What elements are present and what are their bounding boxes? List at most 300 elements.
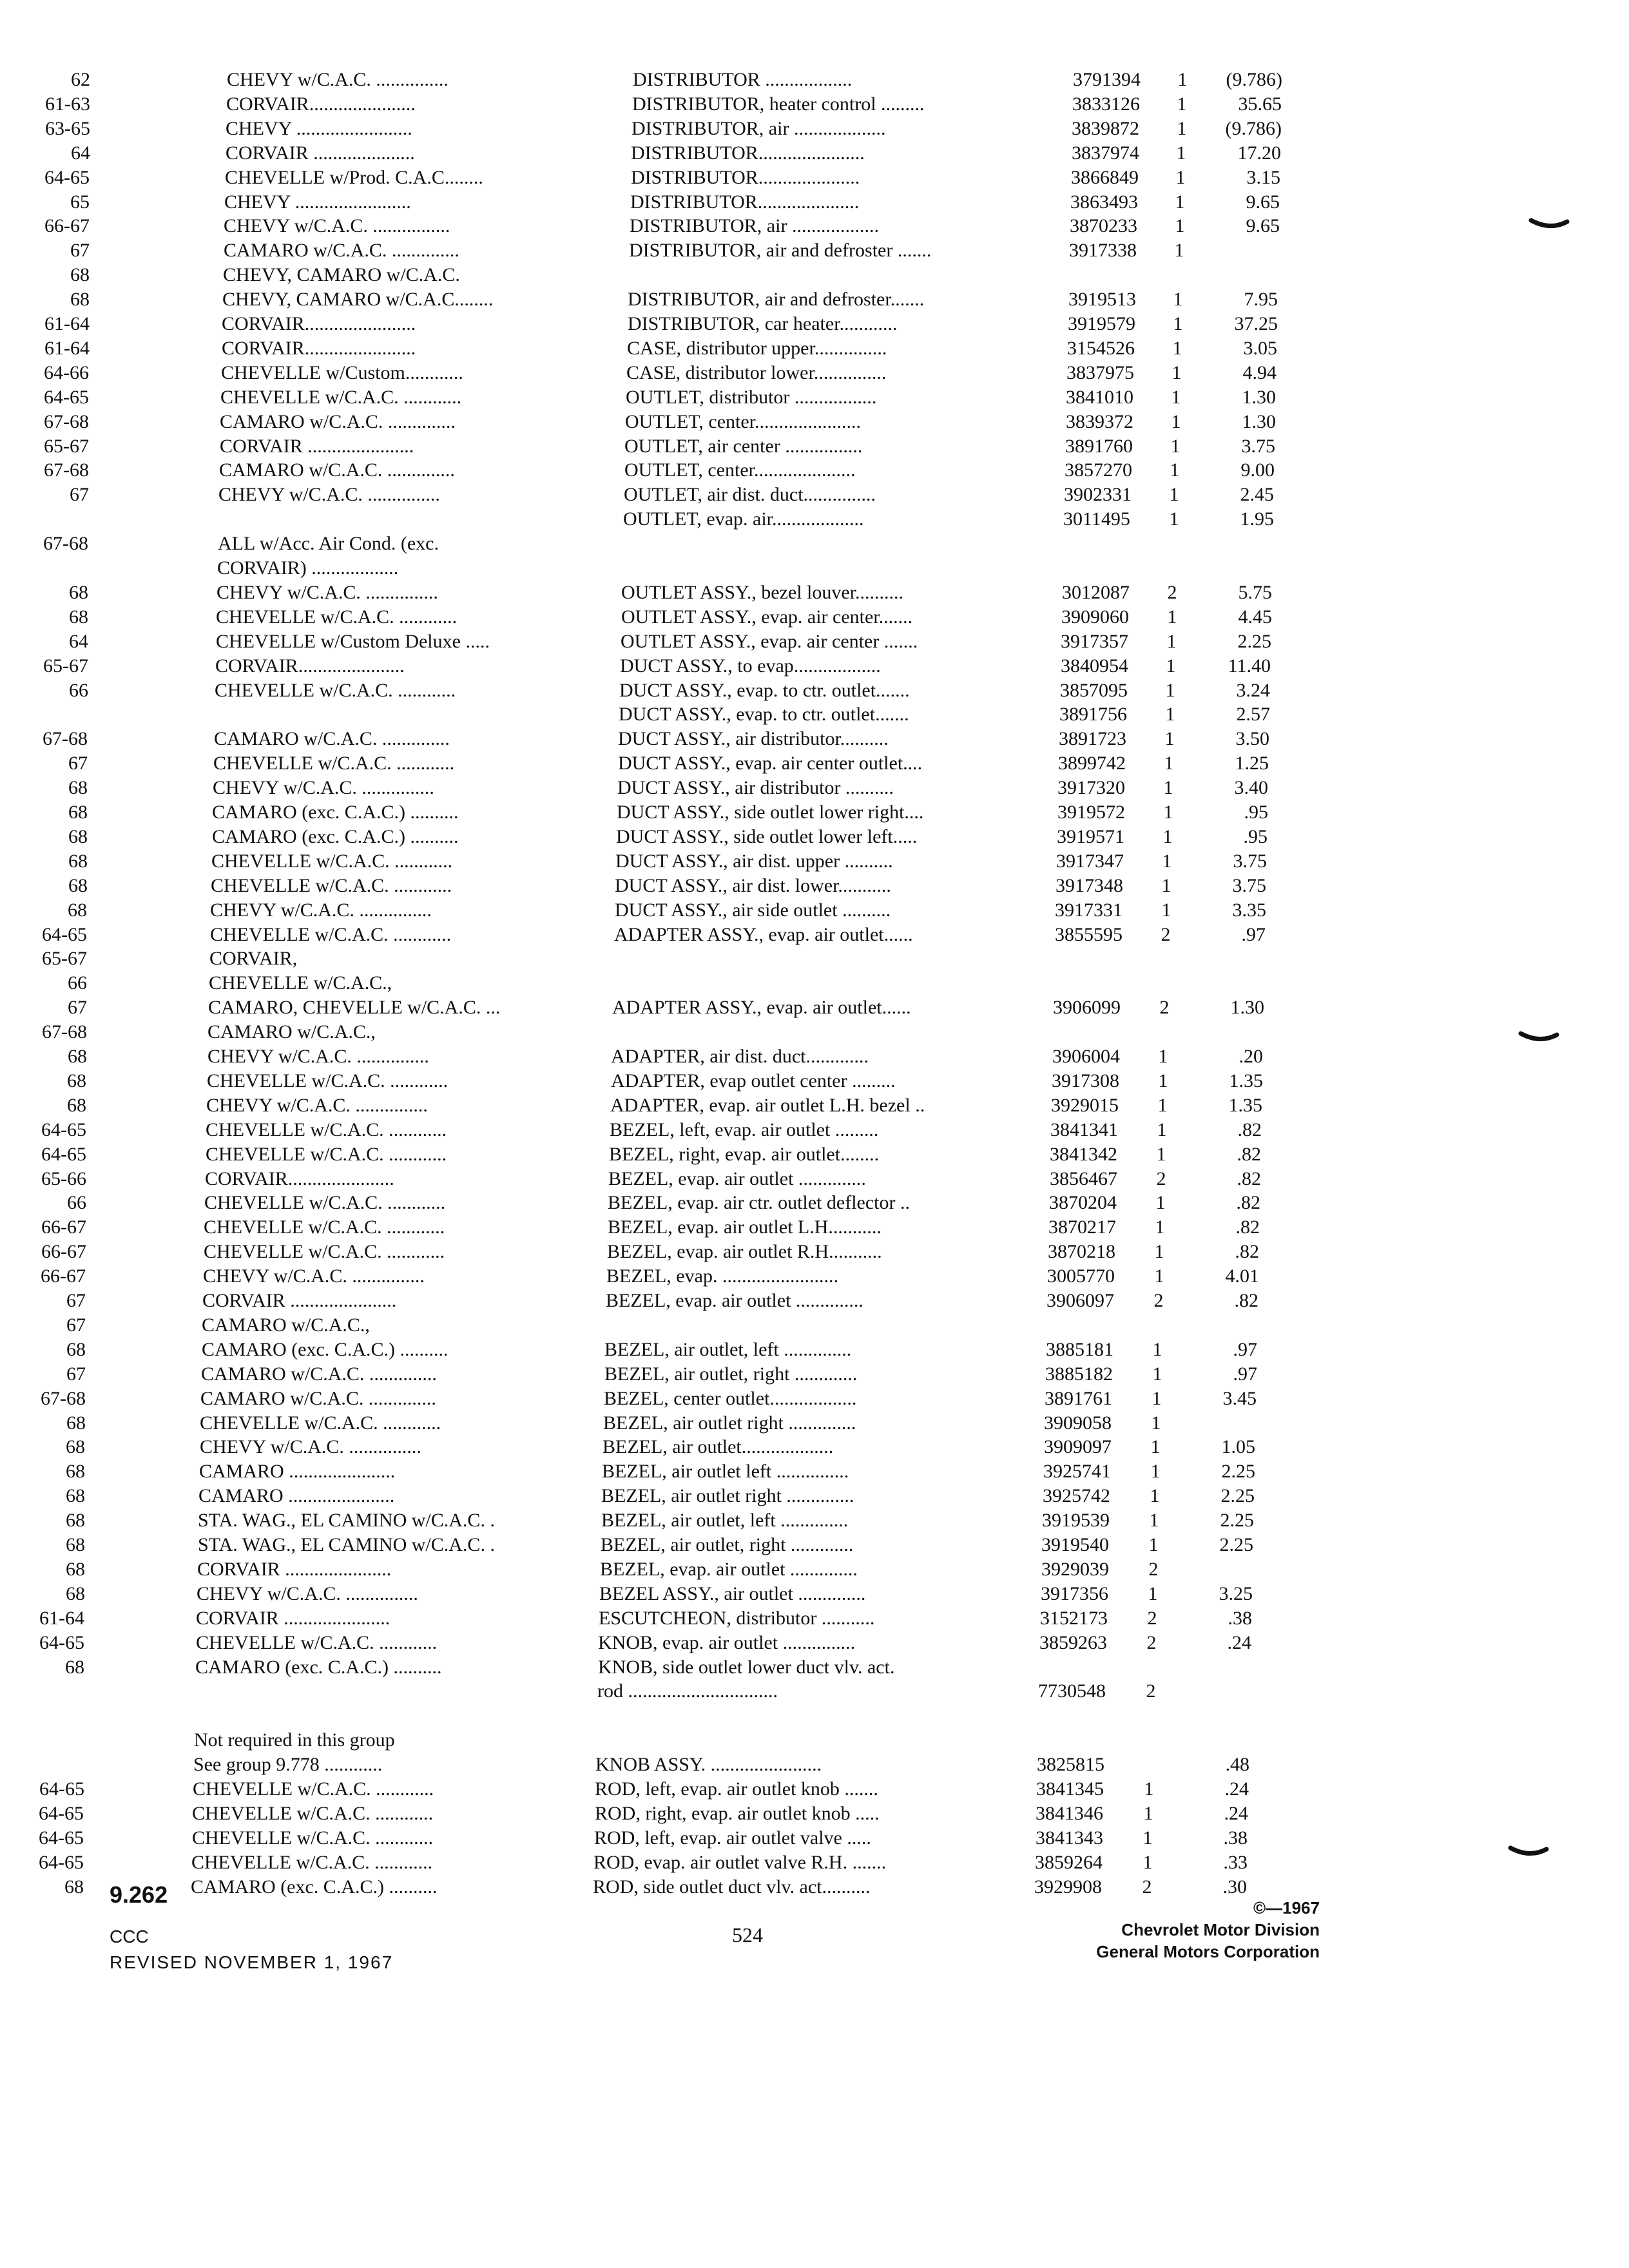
model-years: 61-64 bbox=[44, 338, 90, 359]
price: 2.25 bbox=[1220, 1485, 1255, 1506]
part-row bbox=[0, 1410, 1629, 1436]
quantity: 1 bbox=[1174, 240, 1184, 261]
model-years: 68 bbox=[66, 1412, 86, 1434]
part-number: 3917347 bbox=[1056, 850, 1124, 872]
part-number: 3885181 bbox=[1046, 1339, 1113, 1360]
price: .82 bbox=[1234, 1290, 1258, 1311]
model-years: 68 bbox=[67, 1070, 86, 1091]
part-row bbox=[0, 1752, 1629, 1778]
quantity: 2 bbox=[1167, 582, 1177, 603]
part-number: 3929039 bbox=[1041, 1559, 1109, 1580]
application: CHEVY w/C.A.C. ............... bbox=[203, 1265, 425, 1287]
model-years: 64-65 bbox=[44, 387, 89, 408]
application: CHEVY w/C.A.C. ............... bbox=[217, 582, 438, 603]
part-description: OUTLET ASSY., bezel louver.......... bbox=[621, 582, 904, 603]
price: 2.57 bbox=[1236, 704, 1270, 725]
price: .33 bbox=[1223, 1852, 1248, 1873]
part-description: BEZEL, left, evap. air outlet ......... bbox=[610, 1119, 879, 1140]
price: .48 bbox=[1225, 1754, 1249, 1775]
part-row bbox=[0, 898, 1629, 923]
quantity: 2 bbox=[1161, 924, 1171, 945]
part-row bbox=[0, 1655, 1629, 1680]
part-description: BEZEL ASSY., air outlet .............. bbox=[599, 1583, 866, 1604]
quantity: 1 bbox=[1170, 459, 1180, 481]
model-years: 67-68 bbox=[44, 411, 89, 432]
price: .38 bbox=[1223, 1827, 1248, 1849]
part-number: 3909058 bbox=[1044, 1412, 1112, 1434]
quantity: 1 bbox=[1171, 411, 1181, 432]
application: CORVAIR ..................... bbox=[226, 142, 415, 164]
model-years: 65 bbox=[70, 191, 90, 213]
part-number: 3012087 bbox=[1062, 582, 1130, 603]
part-row bbox=[0, 653, 1629, 679]
application: CHEVELLE w/C.A.C., bbox=[209, 972, 392, 994]
part-row bbox=[0, 1508, 1629, 1533]
application: CORVAIR....................... bbox=[222, 338, 416, 359]
model-years: 67 bbox=[66, 1314, 86, 1336]
quantity: 1 bbox=[1154, 1241, 1164, 1262]
part-row bbox=[0, 238, 1629, 264]
price: .97 bbox=[1241, 924, 1266, 945]
model-years: 65-67 bbox=[44, 436, 89, 457]
quantity: 1 bbox=[1164, 753, 1174, 774]
quantity: 1 bbox=[1176, 142, 1186, 164]
price: .24 bbox=[1224, 1778, 1249, 1800]
application: CORVAIR) .................. bbox=[217, 557, 399, 579]
application: CHEVY w/C.A.C. ............... bbox=[218, 484, 440, 505]
price: 7.95 bbox=[1244, 289, 1278, 310]
part-row bbox=[0, 1361, 1629, 1387]
model-years: 68 bbox=[70, 289, 90, 310]
part-row bbox=[0, 506, 1629, 532]
price: 2.25 bbox=[1220, 1510, 1254, 1531]
part-description: DUCT ASSY., evap. to ctr. outlet....... bbox=[619, 704, 909, 725]
application: CAMARO w/C.A.C., bbox=[202, 1314, 370, 1336]
quantity: 1 bbox=[1148, 1583, 1158, 1604]
application: CORVAIR ...................... bbox=[202, 1290, 397, 1311]
price: .95 bbox=[1243, 826, 1268, 847]
quantity: 1 bbox=[1144, 1778, 1154, 1800]
part-row bbox=[0, 1557, 1629, 1582]
price: 5.75 bbox=[1238, 582, 1272, 603]
quantity: 1 bbox=[1161, 875, 1171, 896]
part-number: 3919571 bbox=[1057, 826, 1124, 847]
part-number: 3919513 bbox=[1068, 289, 1136, 310]
application: CAMARO ...................... bbox=[199, 1461, 396, 1482]
part-number: 7730548 bbox=[1038, 1680, 1106, 1702]
quantity: 1 bbox=[1172, 338, 1182, 359]
application: CHEVY, CAMARO w/C.A.C........ bbox=[222, 289, 494, 310]
part-number: 3855595 bbox=[1055, 924, 1123, 945]
part-number: 3841343 bbox=[1036, 1827, 1103, 1849]
part-number: 3917348 bbox=[1055, 875, 1123, 896]
part-row bbox=[0, 1825, 1629, 1851]
quantity: 2 bbox=[1142, 1876, 1152, 1898]
application: CORVAIR....................... bbox=[222, 313, 416, 334]
model-years: 64-65 bbox=[39, 1632, 84, 1653]
model-years: 68 bbox=[68, 1046, 87, 1067]
quantity: 1 bbox=[1162, 826, 1173, 847]
application: CHEVELLE w/C.A.C. ............ bbox=[211, 875, 452, 896]
part-number: 3005770 bbox=[1047, 1265, 1115, 1287]
quantity: 1 bbox=[1152, 1388, 1162, 1409]
price: 1.30 bbox=[1230, 997, 1264, 1018]
application: See group 9.778 ............ bbox=[193, 1754, 383, 1775]
quantity: 2 bbox=[1153, 1290, 1164, 1311]
part-description: ADAPTER ASSY., evap. air outlet...... bbox=[614, 924, 913, 945]
part-description: DISTRIBUTOR...................... bbox=[631, 142, 865, 164]
price: 3.40 bbox=[1234, 777, 1268, 798]
price: 1.35 bbox=[1229, 1070, 1263, 1091]
part-description: BEZEL, air outlet left ............... bbox=[602, 1461, 849, 1482]
part-number: 3870218 bbox=[1048, 1241, 1115, 1262]
application: CHEVELLE w/C.A.C. ............ bbox=[206, 1119, 447, 1140]
part-description: DUCT ASSY., side outlet lower left..... bbox=[616, 826, 918, 847]
application: CHEVY w/C.A.C. ............... bbox=[207, 1046, 429, 1067]
part-number: 3919572 bbox=[1057, 802, 1125, 823]
model-years: 67-68 bbox=[43, 533, 88, 554]
part-description: DUCT ASSY., air side outlet .......... bbox=[615, 899, 891, 921]
model-years: 68 bbox=[66, 1510, 85, 1531]
part-number: 3837975 bbox=[1066, 362, 1134, 383]
model-years: 68 bbox=[70, 264, 90, 285]
price: 9.65 bbox=[1246, 215, 1280, 236]
model-years: 64-65 bbox=[39, 1803, 84, 1824]
part-row bbox=[0, 1776, 1629, 1802]
part-number: 3925741 bbox=[1043, 1461, 1111, 1482]
part-row bbox=[0, 311, 1629, 337]
part-description: BEZEL, center outlet.................. bbox=[604, 1388, 857, 1409]
model-years: 67 bbox=[66, 1290, 86, 1311]
part-description: DISTRIBUTOR..................... bbox=[631, 167, 860, 188]
model-years: 67-68 bbox=[41, 1388, 86, 1409]
publisher-corporation: General Motors Corporation bbox=[1096, 1942, 1320, 1961]
part-row bbox=[0, 873, 1629, 899]
part-description: OUTLET, center..................... bbox=[624, 459, 856, 481]
quantity: 2 bbox=[1147, 1608, 1157, 1629]
price: .82 bbox=[1236, 1192, 1260, 1213]
model-years: 65-67 bbox=[42, 948, 87, 969]
model-years: 67 bbox=[68, 753, 88, 774]
quantity: 1 bbox=[1177, 69, 1188, 90]
part-number: 3825815 bbox=[1037, 1754, 1104, 1775]
part-row bbox=[0, 751, 1629, 776]
application: CHEVELLE w/Prod. C.A.C........ bbox=[225, 167, 483, 188]
application: STA. WAG., EL CAMINO w/C.A.C. . bbox=[198, 1534, 495, 1555]
price: .97 bbox=[1233, 1339, 1257, 1360]
price: .95 bbox=[1244, 802, 1268, 823]
part-row bbox=[0, 604, 1629, 630]
price: 3.15 bbox=[1246, 167, 1280, 188]
price: 3.50 bbox=[1235, 728, 1269, 749]
application: CAMARO w/C.A.C. .............. bbox=[219, 459, 455, 481]
part-row bbox=[0, 555, 1629, 581]
part-row bbox=[0, 140, 1629, 166]
price: 2.25 bbox=[1221, 1461, 1255, 1482]
quantity: 1 bbox=[1155, 1216, 1165, 1238]
part-description: DUCT ASSY., evap. to ctr. outlet....... bbox=[619, 680, 910, 701]
quantity: 1 bbox=[1151, 1412, 1161, 1434]
price: 4.94 bbox=[1242, 362, 1277, 383]
part-description: BEZEL, air outlet right .............. bbox=[603, 1412, 856, 1434]
model-years: 64 bbox=[71, 142, 90, 164]
margin-tick-mark bbox=[1528, 216, 1570, 231]
quantity: 1 bbox=[1156, 1144, 1166, 1165]
part-description: DISTRIBUTOR..................... bbox=[630, 191, 860, 213]
application: CAMARO w/C.A.C. .............. bbox=[220, 411, 456, 432]
part-number: 3870217 bbox=[1048, 1216, 1116, 1238]
application: ALL w/Acc. Air Cond. (exc. bbox=[218, 533, 439, 554]
application: CHEVELLE w/C.A.C. ............ bbox=[191, 1852, 433, 1873]
part-description: OUTLET, distributor ................. bbox=[626, 387, 877, 408]
quantity: 1 bbox=[1150, 1461, 1161, 1482]
application: CHEVY w/C.A.C. ............... bbox=[200, 1436, 421, 1457]
model-years: 64-65 bbox=[44, 167, 90, 188]
model-years: 68 bbox=[66, 1534, 85, 1555]
quantity: 1 bbox=[1171, 362, 1182, 383]
application: CORVAIR ...................... bbox=[196, 1608, 390, 1629]
part-description: DISTRIBUTOR, air and defroster....... bbox=[628, 289, 925, 310]
price: 37.25 bbox=[1234, 313, 1278, 334]
price: 35.65 bbox=[1238, 93, 1282, 115]
part-description: BEZEL, air outlet, left .............. bbox=[604, 1339, 852, 1360]
revision-date: REVISED NOVEMBER 1, 1967 bbox=[110, 1952, 394, 1972]
model-years: 65-67 bbox=[43, 655, 88, 677]
quantity: 1 bbox=[1177, 118, 1187, 139]
part-description: OUTLET, evap. air................... bbox=[623, 508, 864, 530]
application: CHEVELLE w/C.A.C. ............ bbox=[210, 924, 452, 945]
part-row bbox=[0, 91, 1629, 117]
part-row bbox=[0, 67, 1629, 93]
part-number: 3841010 bbox=[1066, 387, 1133, 408]
model-years: 68 bbox=[66, 1461, 85, 1482]
copyright: ©—1967 bbox=[1253, 1898, 1320, 1917]
part-description: BEZEL, evap. air ctr. outlet deflector .. bbox=[608, 1192, 910, 1213]
quantity: 1 bbox=[1173, 289, 1183, 310]
part-row bbox=[0, 262, 1629, 288]
part-description: DUCT ASSY., evap. air center outlet.... bbox=[618, 753, 923, 774]
application: CHEVELLE w/C.A.C. ............ bbox=[204, 1192, 446, 1213]
part-number: 3902331 bbox=[1064, 484, 1132, 505]
quantity: 1 bbox=[1175, 215, 1185, 236]
model-years: 68 bbox=[64, 1876, 84, 1898]
model-years: 64-65 bbox=[41, 1144, 86, 1165]
model-years: 63-65 bbox=[45, 118, 90, 139]
quantity: 1 bbox=[1150, 1436, 1161, 1457]
quantity: 1 bbox=[1166, 631, 1177, 652]
price: .82 bbox=[1237, 1119, 1262, 1140]
quantity: 2 bbox=[1159, 997, 1170, 1018]
application: CHEVY w/C.A.C. ............... bbox=[210, 899, 432, 921]
margin-tick-mark bbox=[1518, 1030, 1559, 1044]
model-years: 64-65 bbox=[42, 924, 87, 945]
model-years: 67 bbox=[68, 997, 87, 1018]
model-years: 61-63 bbox=[45, 93, 90, 115]
part-description: KNOB, side outlet lower duct vlv. act. bbox=[598, 1657, 895, 1678]
part-number: 3839372 bbox=[1066, 411, 1133, 432]
part-row bbox=[0, 116, 1629, 142]
part-row bbox=[0, 800, 1629, 825]
part-number: 3841346 bbox=[1036, 1803, 1103, 1824]
part-row bbox=[0, 946, 1629, 972]
part-number: 3837974 bbox=[1072, 142, 1139, 164]
quantity: 1 bbox=[1152, 1363, 1162, 1385]
application: CHEVELLE w/C.A.C. ............ bbox=[215, 680, 456, 701]
part-row bbox=[0, 1434, 1629, 1460]
part-description: KNOB, evap. air outlet ............... bbox=[598, 1632, 856, 1653]
part-description: DISTRIBUTOR .................. bbox=[633, 69, 853, 90]
price: 2.25 bbox=[1219, 1534, 1253, 1555]
part-number: 3885182 bbox=[1045, 1363, 1113, 1385]
part-description: DISTRIBUTOR, air and defroster ....... bbox=[629, 240, 932, 261]
quantity: 1 bbox=[1142, 1852, 1153, 1873]
part-description: DUCT ASSY., air dist. lower........... bbox=[615, 875, 891, 896]
part-description: BEZEL, air outlet, right ............. bbox=[601, 1534, 854, 1555]
price: 1.30 bbox=[1242, 387, 1276, 408]
quantity: 1 bbox=[1157, 1095, 1168, 1116]
part-number: 3857270 bbox=[1065, 459, 1132, 481]
part-row bbox=[0, 678, 1629, 704]
part-description: DISTRIBUTOR, car heater............ bbox=[628, 313, 898, 334]
quantity: 1 bbox=[1152, 1339, 1162, 1360]
application: CHEVELLE w/C.A.C. ............ bbox=[193, 1778, 434, 1800]
part-row bbox=[0, 1459, 1629, 1485]
part-description: KNOB ASSY. ....................... bbox=[595, 1754, 822, 1775]
application: CHEVELLE w/C.A.C. ............ bbox=[220, 387, 462, 408]
part-row bbox=[0, 775, 1629, 801]
part-row bbox=[0, 1068, 1629, 1094]
part-description: DISTRIBUTOR, air .................. bbox=[630, 215, 879, 236]
part-description: BEZEL, air outlet................... bbox=[602, 1436, 834, 1457]
price: 9.00 bbox=[1240, 459, 1275, 481]
part-row bbox=[0, 1727, 1629, 1753]
model-years: 64-65 bbox=[39, 1827, 84, 1849]
part-description: BEZEL, evap. air outlet L.H........... bbox=[608, 1216, 882, 1238]
part-row bbox=[0, 1093, 1629, 1119]
application: CHEVELLE w/C.A.C. ............ bbox=[213, 753, 455, 774]
part-description: ROD, side outlet duct vlv. act.......... bbox=[593, 1876, 871, 1898]
part-row bbox=[0, 922, 1629, 948]
model-years: 66 bbox=[69, 680, 88, 701]
part-number: 3917357 bbox=[1061, 631, 1128, 652]
part-row bbox=[0, 1166, 1629, 1192]
part-number: 3917320 bbox=[1057, 777, 1125, 798]
quantity: 1 bbox=[1164, 728, 1175, 749]
application: CAMARO w/C.A.C., bbox=[207, 1021, 376, 1043]
application: CORVAIR...................... bbox=[205, 1168, 394, 1189]
quantity: 1 bbox=[1177, 93, 1187, 115]
catalog-code: CCC bbox=[110, 1927, 149, 1946]
model-years: 66 bbox=[68, 972, 87, 994]
price: 3.75 bbox=[1232, 875, 1266, 896]
part-number: 3909060 bbox=[1061, 606, 1129, 628]
part-row bbox=[0, 1239, 1629, 1265]
price: 9.65 bbox=[1246, 191, 1280, 213]
application: CHEVELLE w/C.A.C. ............ bbox=[192, 1803, 434, 1824]
part-row bbox=[0, 213, 1629, 239]
application: CAMARO w/C.A.C. .............. bbox=[214, 728, 450, 749]
part-description: rod ............................... bbox=[597, 1680, 778, 1702]
part-number: 3841345 bbox=[1036, 1778, 1104, 1800]
application: CHEVELLE w/C.A.C. ............ bbox=[211, 850, 453, 872]
quantity: 1 bbox=[1143, 1803, 1153, 1824]
application: CHEVY w/C.A.C. ............... bbox=[213, 777, 434, 798]
model-years: 64 bbox=[69, 631, 88, 652]
application: CAMARO (exc. C.A.C.) .......... bbox=[212, 802, 459, 823]
part-number: 3791394 bbox=[1073, 69, 1141, 90]
application: CAMARO w/C.A.C. .............. bbox=[224, 240, 459, 261]
part-row bbox=[0, 1606, 1629, 1631]
part-row bbox=[0, 457, 1629, 483]
application: CORVAIR...................... bbox=[226, 93, 416, 115]
price: .24 bbox=[1227, 1632, 1251, 1653]
price: 3.25 bbox=[1219, 1583, 1253, 1604]
part-description: CASE, distributor lower............... bbox=[626, 362, 887, 383]
price: .38 bbox=[1228, 1608, 1252, 1629]
part-row bbox=[0, 1630, 1629, 1656]
application: CAMARO ...................... bbox=[198, 1485, 395, 1506]
part-number: 3154526 bbox=[1067, 338, 1135, 359]
part-number: 3891761 bbox=[1045, 1388, 1112, 1409]
part-row bbox=[0, 995, 1629, 1021]
price: 4.45 bbox=[1238, 606, 1272, 628]
part-row bbox=[0, 360, 1629, 386]
part-description: BEZEL, air outlet, left .............. bbox=[601, 1510, 849, 1531]
quantity: 1 bbox=[1165, 704, 1175, 725]
part-number: 3919579 bbox=[1068, 313, 1135, 334]
part-description: DISTRIBUTOR, heater control ......... bbox=[632, 93, 925, 115]
model-years: 67-68 bbox=[44, 459, 89, 481]
quantity: 1 bbox=[1161, 899, 1171, 921]
application: CAMARO, CHEVELLE w/C.A.C. ... bbox=[208, 997, 501, 1018]
part-row bbox=[0, 849, 1629, 874]
application: CHEVY w/C.A.C. ............... bbox=[206, 1095, 428, 1116]
part-description: BEZEL, evap. air outlet .............. bbox=[608, 1168, 866, 1189]
part-row bbox=[0, 580, 1629, 606]
part-description: BEZEL, evap. air outlet R.H........... bbox=[607, 1241, 882, 1262]
part-row bbox=[0, 1386, 1629, 1412]
model-years: 62 bbox=[71, 69, 90, 90]
part-description: OUTLET, air center ................ bbox=[624, 436, 863, 457]
part-number: 3919540 bbox=[1041, 1534, 1109, 1555]
application: CORVAIR...................... bbox=[215, 655, 405, 677]
part-number: 3917308 bbox=[1052, 1070, 1119, 1091]
part-number: 3859264 bbox=[1035, 1852, 1103, 1873]
part-number: 3859263 bbox=[1039, 1632, 1107, 1653]
part-number: 3929015 bbox=[1051, 1095, 1119, 1116]
part-description: BEZEL, evap. air outlet .............. bbox=[600, 1559, 858, 1580]
model-years: 68 bbox=[65, 1657, 84, 1678]
part-number: 3929908 bbox=[1034, 1876, 1102, 1898]
part-number: 3891760 bbox=[1065, 436, 1133, 457]
model-years: 68 bbox=[68, 777, 88, 798]
model-years: 66 bbox=[67, 1192, 86, 1213]
application: CHEVELLE w/C.A.C. ............ bbox=[207, 1070, 448, 1091]
application: CHEVY w/C.A.C. ................ bbox=[224, 215, 450, 236]
model-years: 64-65 bbox=[39, 1852, 84, 1873]
model-years: 67 bbox=[70, 240, 90, 261]
part-row bbox=[0, 726, 1629, 752]
part-number: 3891723 bbox=[1059, 728, 1126, 749]
part-description: OUTLET ASSY., evap. air center ....... bbox=[621, 631, 918, 652]
part-description: DUCT ASSY., air distributor.......... bbox=[618, 728, 889, 749]
part-description: BEZEL, evap. air outlet .............. bbox=[606, 1290, 863, 1311]
part-number: 3833126 bbox=[1072, 93, 1140, 115]
part-row bbox=[0, 1703, 1629, 1729]
margin-tick-mark bbox=[1508, 1844, 1549, 1858]
part-row bbox=[0, 1312, 1629, 1338]
quantity: 2 bbox=[1156, 1168, 1166, 1189]
